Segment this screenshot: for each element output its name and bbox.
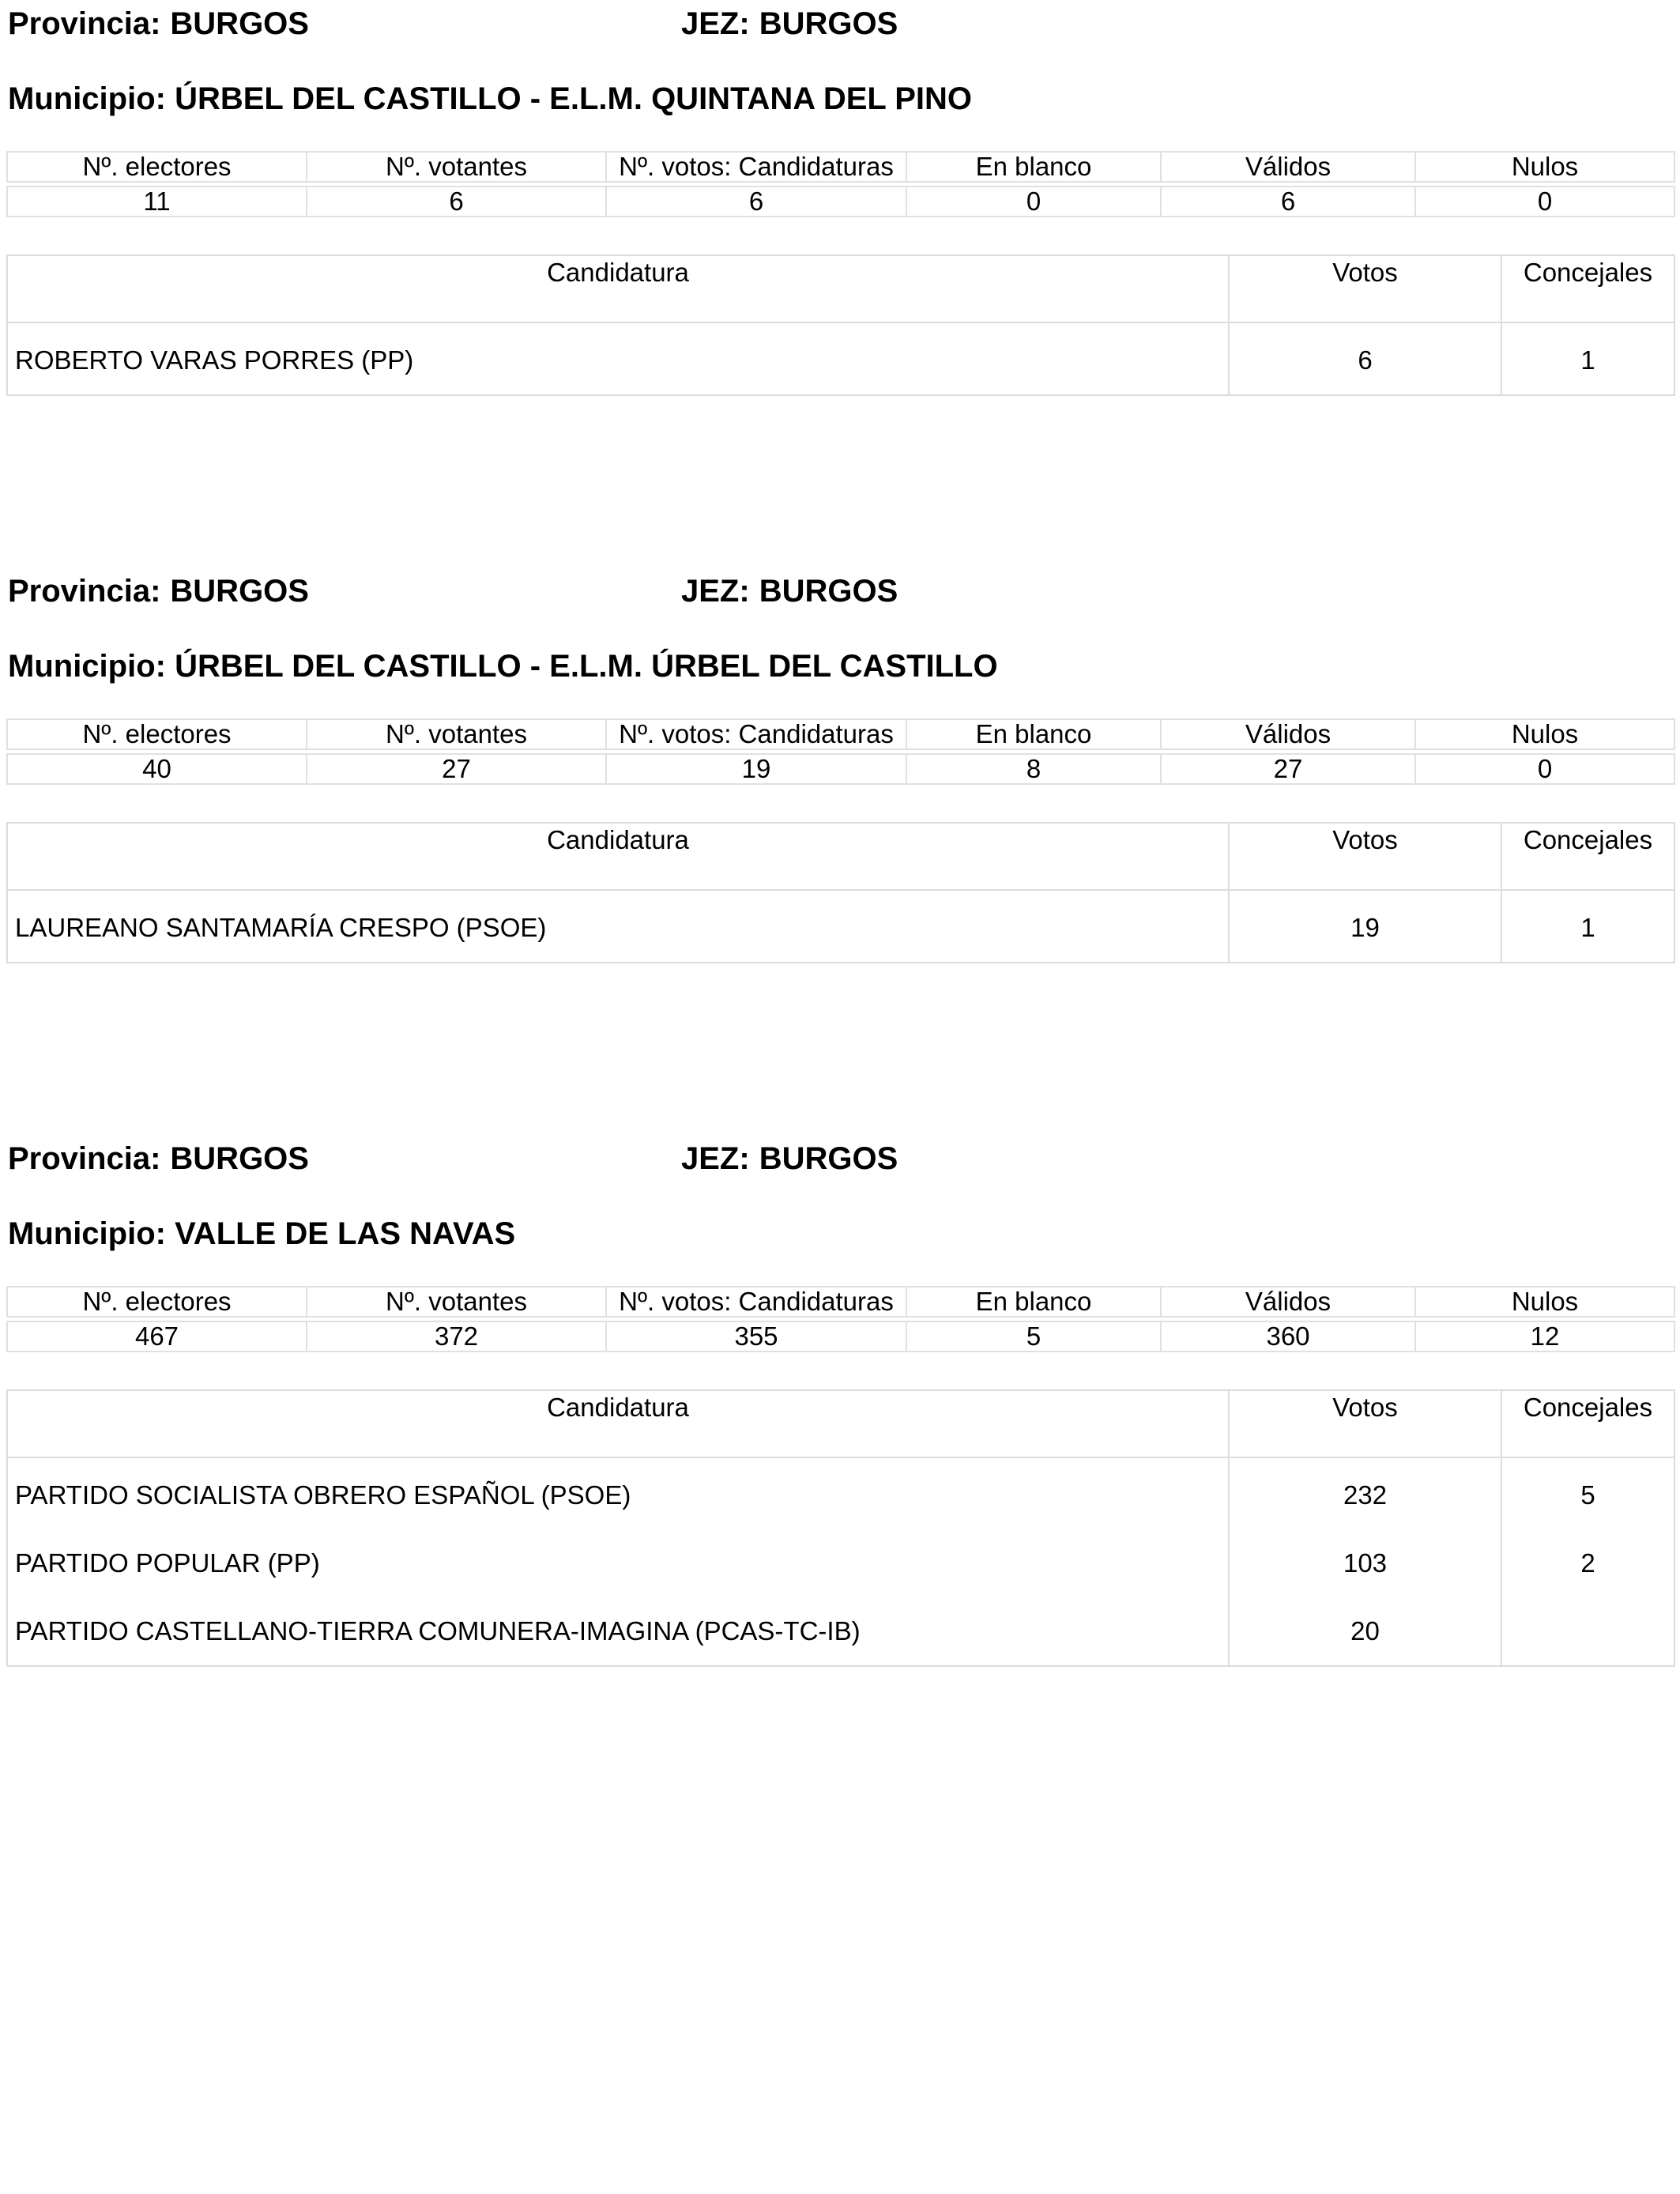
stats-header-row [7,152,1674,182]
candidates-header: Votos [1229,255,1501,322]
candidates-header-row [7,255,1674,322]
stats-value-row [7,754,1674,784]
municipality-label: Municipio: [8,1216,166,1251]
stats-header: Válidos [1161,719,1415,749]
jez-label: JEZ: [681,6,750,41]
candidates-header: Concejales [1501,823,1674,890]
candidate-name: LAUREANO SANTAMARÍA CRESPO (PSOE) [15,913,547,942]
stats-value-nulos: 12 [1415,1321,1674,1351]
province-value: BURGOS [170,1141,309,1176]
jez-value: BURGOS [759,574,898,609]
candidates-header: Candidatura [7,823,1229,890]
candidate-name: PARTIDO POPULAR (PP) [15,1548,320,1578]
stats-value-votantes: 6 [307,187,606,217]
candidate-row [7,322,1674,395]
candidate-votes: 6 [1229,322,1501,395]
jez-label: JEZ: [681,1141,750,1176]
stats-header-row [7,719,1674,749]
candidate-seats: 2 [1501,1529,1674,1597]
stats-value-votantes: 27 [307,754,606,784]
stats-value-validos: 6 [1161,187,1415,217]
candidate-votes: 103 [1229,1529,1501,1597]
municipality-heading [8,647,998,685]
stats-header: En blanco [906,1287,1161,1317]
stats-value-blanco: 5 [906,1321,1161,1351]
candidates-header-row [7,1390,1674,1457]
stats-header: Nº. electores [7,152,307,182]
candidates-table [6,1389,1675,1667]
municipality-value: ÚRBEL DEL CASTILLO - E.L.M. QUINTANA DEL PINO [175,81,972,116]
municipality-label: Municipio: [8,81,166,116]
province-label: Provincia: [8,6,161,41]
province-value: BURGOS [170,6,309,41]
stats-header: Nº. votos: Candidaturas [606,1287,906,1317]
candidate-seats [1501,1597,1674,1666]
candidates-table [6,822,1675,963]
candidates-header: Votos [1229,1390,1501,1457]
stats-value-validos: 360 [1161,1321,1415,1351]
municipality-section [0,567,1680,1121]
stats-value-nulos: 0 [1415,187,1674,217]
stats-value-nulos: 0 [1415,754,1674,784]
stats-header: Nº. votantes [307,152,606,182]
province-label: Provincia: [8,1141,161,1176]
candidate-row [7,1529,1674,1597]
jez-heading [681,5,898,43]
candidates-header-row [7,823,1674,890]
stats-value-candidaturas: 19 [606,754,906,784]
candidate-name: PARTIDO SOCIALISTA OBRERO ESPAÑOL (PSOE) [15,1480,631,1510]
candidate-votes: 19 [1229,890,1501,963]
province-label: Provincia: [8,574,161,609]
jez-heading [681,1140,898,1178]
candidate-seats: 1 [1501,322,1674,395]
candidates-header: Concejales [1501,1390,1674,1457]
candidate-row [7,1457,1674,1529]
stats-header: Nulos [1415,152,1674,182]
candidate-name: ROBERTO VARAS PORRES (PP) [15,345,414,375]
stats-value-validos: 27 [1161,754,1415,784]
candidates-header: Votos [1229,823,1501,890]
province-heading [8,5,309,43]
stats-header: Nulos [1415,1287,1674,1317]
stats-value-electores: 467 [7,1321,307,1351]
municipality-label: Municipio: [8,649,166,684]
municipality-heading [8,1215,515,1253]
municipality-section [0,0,1680,553]
stats-value-votantes: 372 [307,1321,606,1351]
stats-header: Válidos [1161,152,1415,182]
candidates-table [6,254,1675,396]
stats-header: Nº. votantes [307,719,606,749]
jez-value: BURGOS [759,6,898,41]
stats-table [6,1286,1675,1352]
stats-value-blanco: 8 [906,754,1161,784]
stats-header: Nº. electores [7,1287,307,1317]
candidate-row [7,890,1674,963]
stats-header: Nº. votos: Candidaturas [606,719,906,749]
stats-header-row [7,1287,1674,1317]
stats-header: Nº. votantes [307,1287,606,1317]
stats-header: En blanco [906,152,1161,182]
candidates-header: Candidatura [7,255,1229,322]
stats-header: Nº. electores [7,719,307,749]
stats-value-candidaturas: 355 [606,1321,906,1351]
municipality-value: ÚRBEL DEL CASTILLO - E.L.M. ÚRBEL DEL CASTILLO [175,649,998,684]
candidate-seats: 1 [1501,890,1674,963]
province-heading [8,572,309,610]
candidates-header: Candidatura [7,1390,1229,1457]
stats-value-candidaturas: 6 [606,187,906,217]
candidate-name: PARTIDO CASTELLANO-TIERRA COMUNERA-IMAGINA (PCAS-TC-IB) [15,1616,861,1646]
stats-value-electores: 11 [7,187,307,217]
stats-value-row [7,187,1674,217]
jez-heading [681,572,898,610]
candidate-votes: 232 [1229,1457,1501,1529]
stats-header: En blanco [906,719,1161,749]
stats-table [6,718,1675,785]
jez-label: JEZ: [681,574,750,609]
candidates-header: Concejales [1501,255,1674,322]
municipality-value: VALLE DE LAS NAVAS [175,1216,516,1251]
stats-value-electores: 40 [7,754,307,784]
municipality-heading [8,80,972,118]
municipality-section [0,1135,1680,1688]
stats-header: Nulos [1415,719,1674,749]
province-heading [8,1140,309,1178]
candidate-seats: 5 [1501,1457,1674,1529]
jez-value: BURGOS [759,1141,898,1176]
stats-value-blanco: 0 [906,187,1161,217]
candidate-votes: 20 [1229,1597,1501,1666]
stats-value-row [7,1321,1674,1351]
stats-header: Válidos [1161,1287,1415,1317]
candidate-row [7,1597,1674,1666]
stats-header: Nº. votos: Candidaturas [606,152,906,182]
province-value: BURGOS [170,574,309,609]
stats-table [6,151,1675,217]
